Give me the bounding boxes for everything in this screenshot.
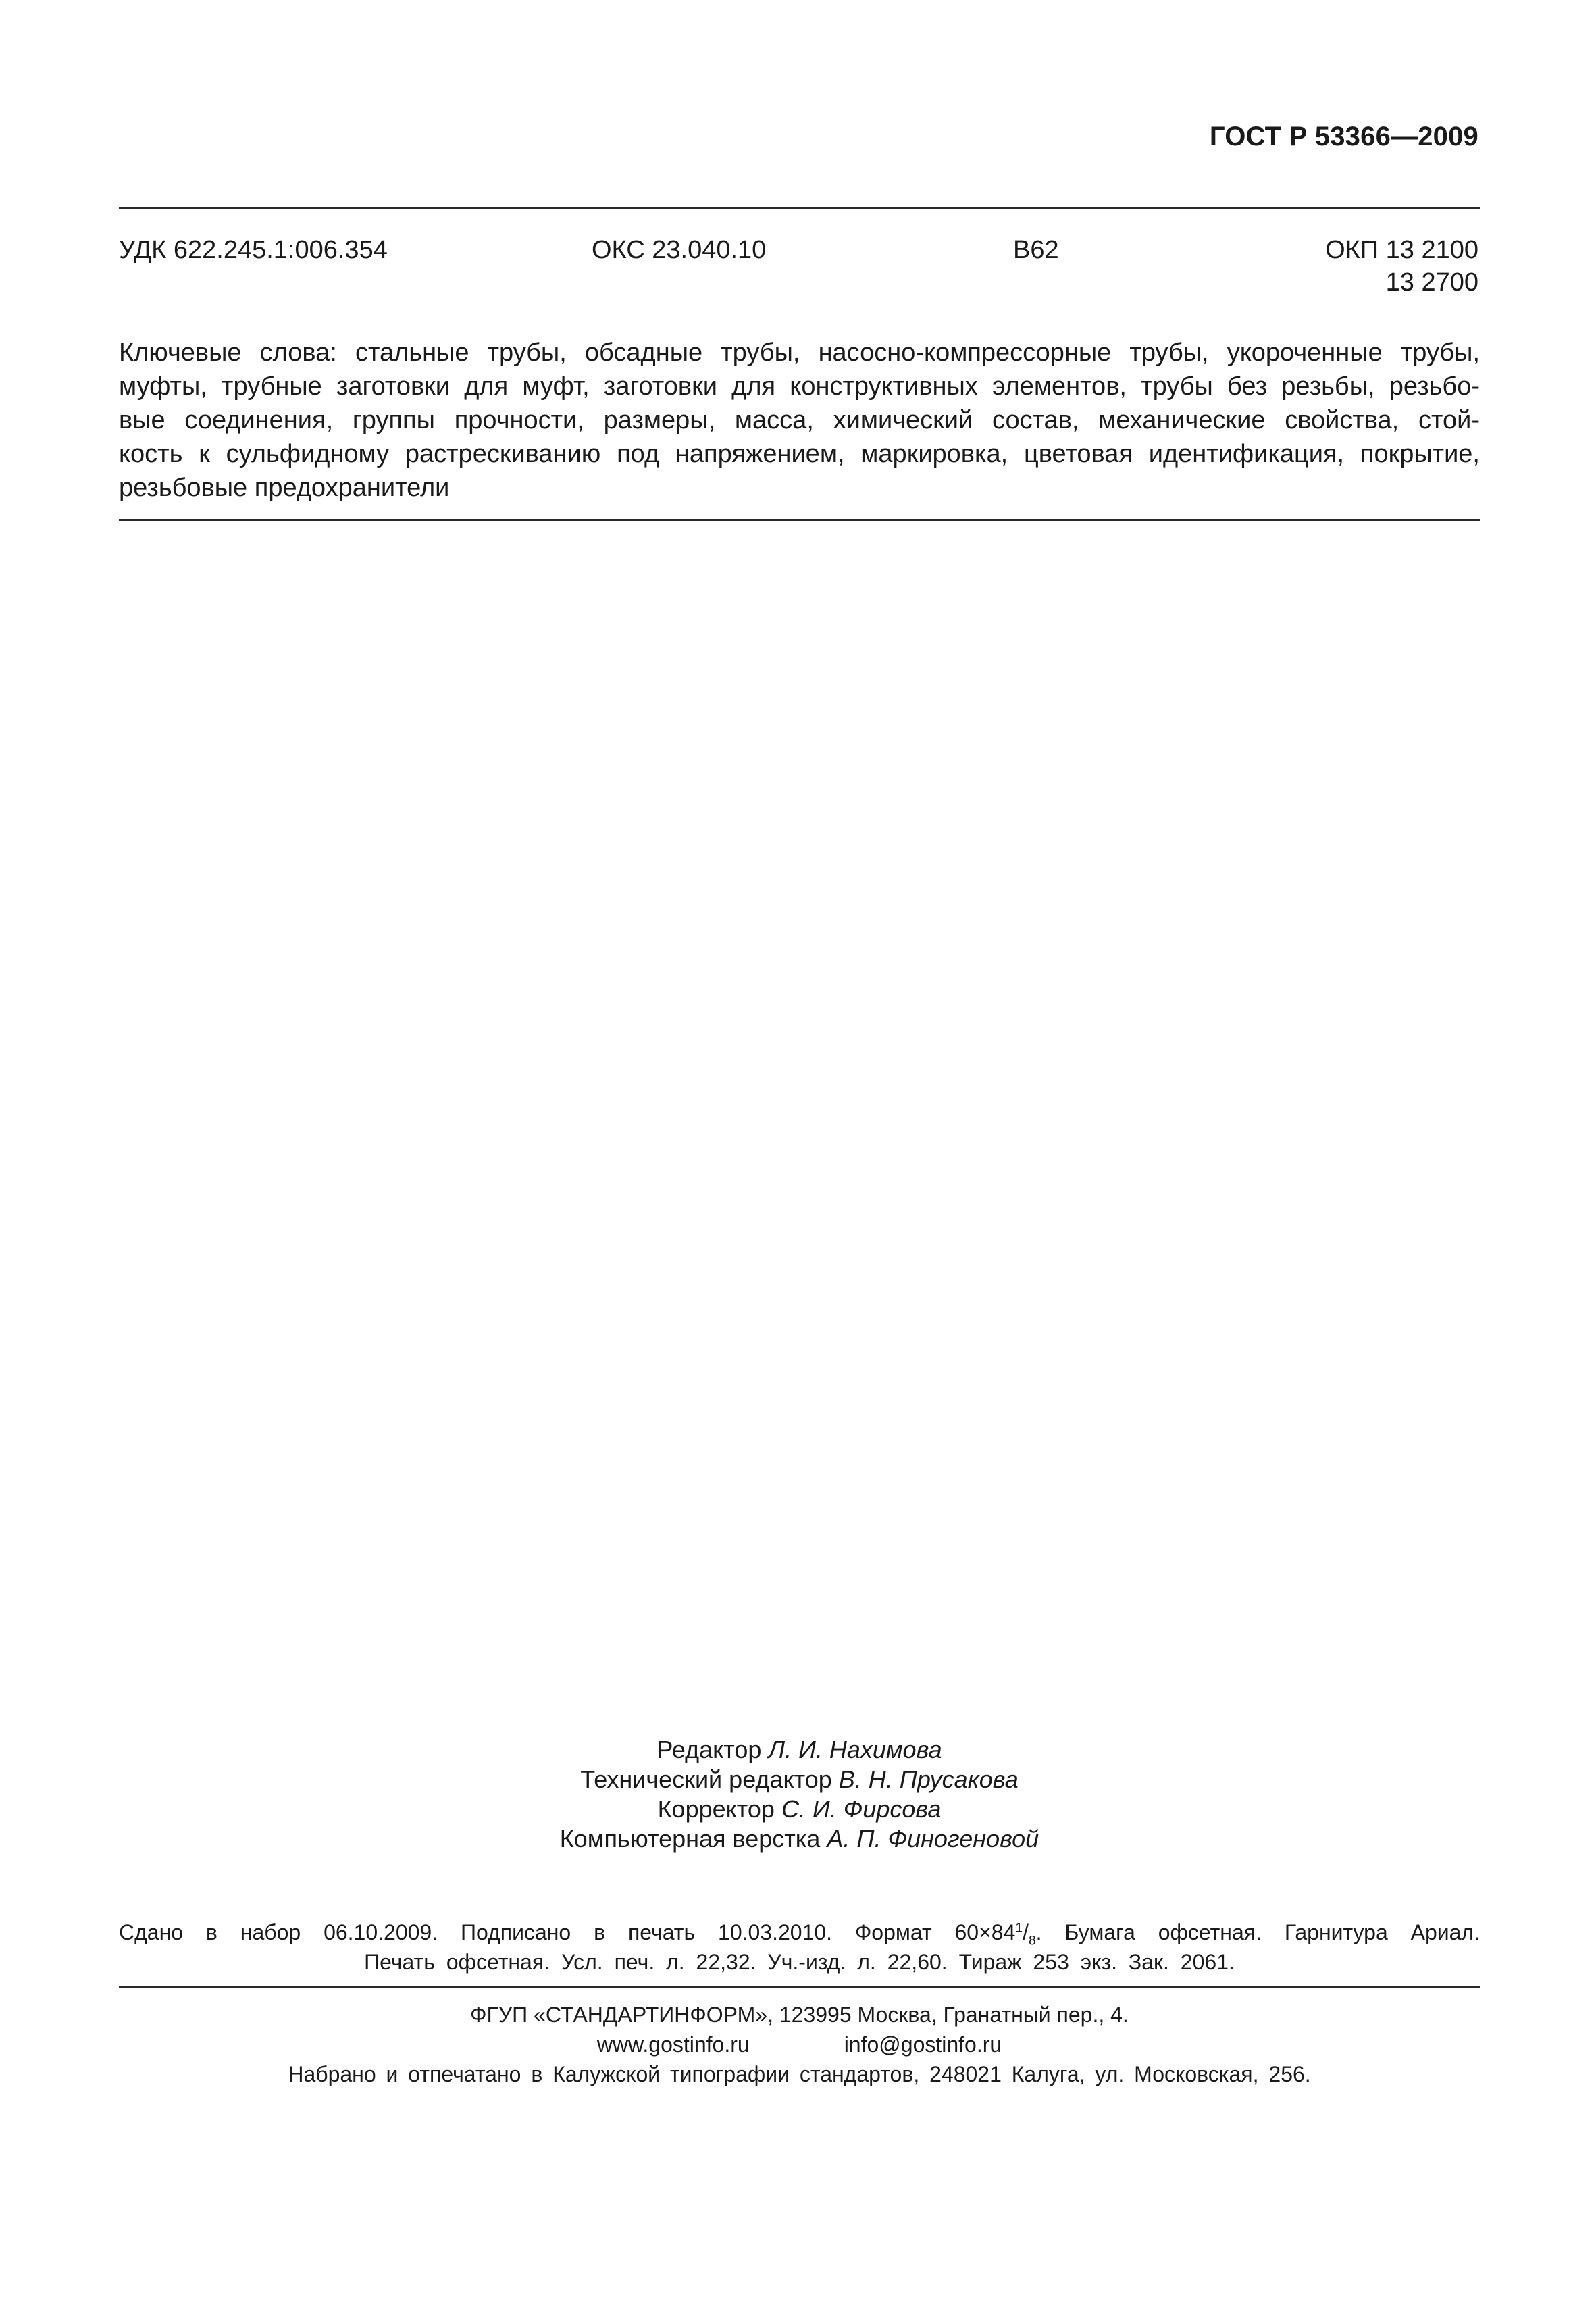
- print-imprint: [119, 1917, 1480, 1977]
- layout-role: Компьютерная верстка: [559, 1825, 821, 1853]
- imprint-paper: . Бумага офсетная. Гарнитура Ариал.: [1035, 1920, 1481, 1944]
- publisher-divider: [119, 1986, 1480, 1988]
- keywords-line: вые соединения, группы прочности, размеры, масса, химический состав, механические свойства, стой-: [119, 406, 1480, 434]
- corrector-name: С. И. Фирсова: [781, 1795, 942, 1823]
- corrector-credit: [119, 1794, 1480, 1824]
- imprint-line-1: [119, 1917, 1480, 1947]
- okp-code-1: ОКП 13 2100: [1325, 236, 1478, 264]
- publisher-website-link[interactable]: www.gostinfo.ru: [596, 2032, 750, 2057]
- standard-number: ГОСТ Р 53366—2009: [1209, 122, 1478, 151]
- keywords-line: кость к сульфидному растрескиванию под напряжением, маркировка, цветовая идентификация, покрытие,: [119, 440, 1480, 468]
- classification-group: В62: [1013, 236, 1059, 264]
- publisher-block: [119, 2000, 1480, 2089]
- publisher-contacts: [119, 2030, 1480, 2059]
- imprint-dates: Сдано в набор 06.10.2009. Подписано в печать 10.03.2010. Формат 60×84: [119, 1920, 1016, 1944]
- tech-editor-role: Технический редактор: [580, 1765, 832, 1793]
- tech-editor-credit: [119, 1765, 1480, 1794]
- okp-code-2: 13 2700: [1385, 268, 1478, 297]
- publisher-email-link[interactable]: info@gostinfo.ru: [844, 2032, 1002, 2057]
- keywords-line: муфты, трубные заготовки для муфт, заготовки для конструктивных элементов, трубы без резьбы, резьбо-: [119, 372, 1480, 401]
- publisher-address: ФГУП «СТАНДАРТИНФОРМ», 123995 Москва, Гранатный пер., 4.: [470, 2003, 1129, 2027]
- layout-credit: [119, 1824, 1480, 1854]
- tech-editor-name: В. Н. Прусакова: [838, 1765, 1019, 1793]
- udk-code: УДК 622.245.1:006.354: [119, 236, 388, 264]
- format-denominator: 8: [1028, 1934, 1036, 1948]
- top-divider: [119, 207, 1480, 209]
- okp-codes: [1325, 234, 1478, 299]
- keywords-block: [119, 336, 1480, 505]
- editor-name: Л. И. Нахимова: [768, 1736, 942, 1763]
- editor-credit: [119, 1735, 1480, 1765]
- format-numerator: 1: [1015, 1921, 1023, 1936]
- oks-code: ОКС 23.040.10: [592, 236, 767, 264]
- keywords-line: резьбовые предохранители: [119, 474, 450, 502]
- credits-block: [119, 1735, 1480, 1854]
- imprint-line-2: Печать офсетная. Усл. печ. л. 22,32. Уч.-изд. л. 22,60. Тираж 253 экз. Зак. 2061.: [364, 1950, 1235, 1974]
- format-slash: /: [1023, 1920, 1029, 1944]
- corrector-role: Корректор: [657, 1795, 775, 1823]
- keywords-line: Ключевые слова: стальные трубы, обсадные трубы, насосно-компрессорные трубы, укороченные трубы,: [119, 338, 1480, 367]
- keywords-divider: [119, 519, 1480, 521]
- layout-name: А. П. Финогеновой: [827, 1825, 1039, 1853]
- editor-role: Редактор: [657, 1736, 762, 1763]
- printing-house: Набрано и отпечатано в Калужской типографии стандартов, 248021 Калуга, ул. Московская, 256.: [288, 2062, 1311, 2086]
